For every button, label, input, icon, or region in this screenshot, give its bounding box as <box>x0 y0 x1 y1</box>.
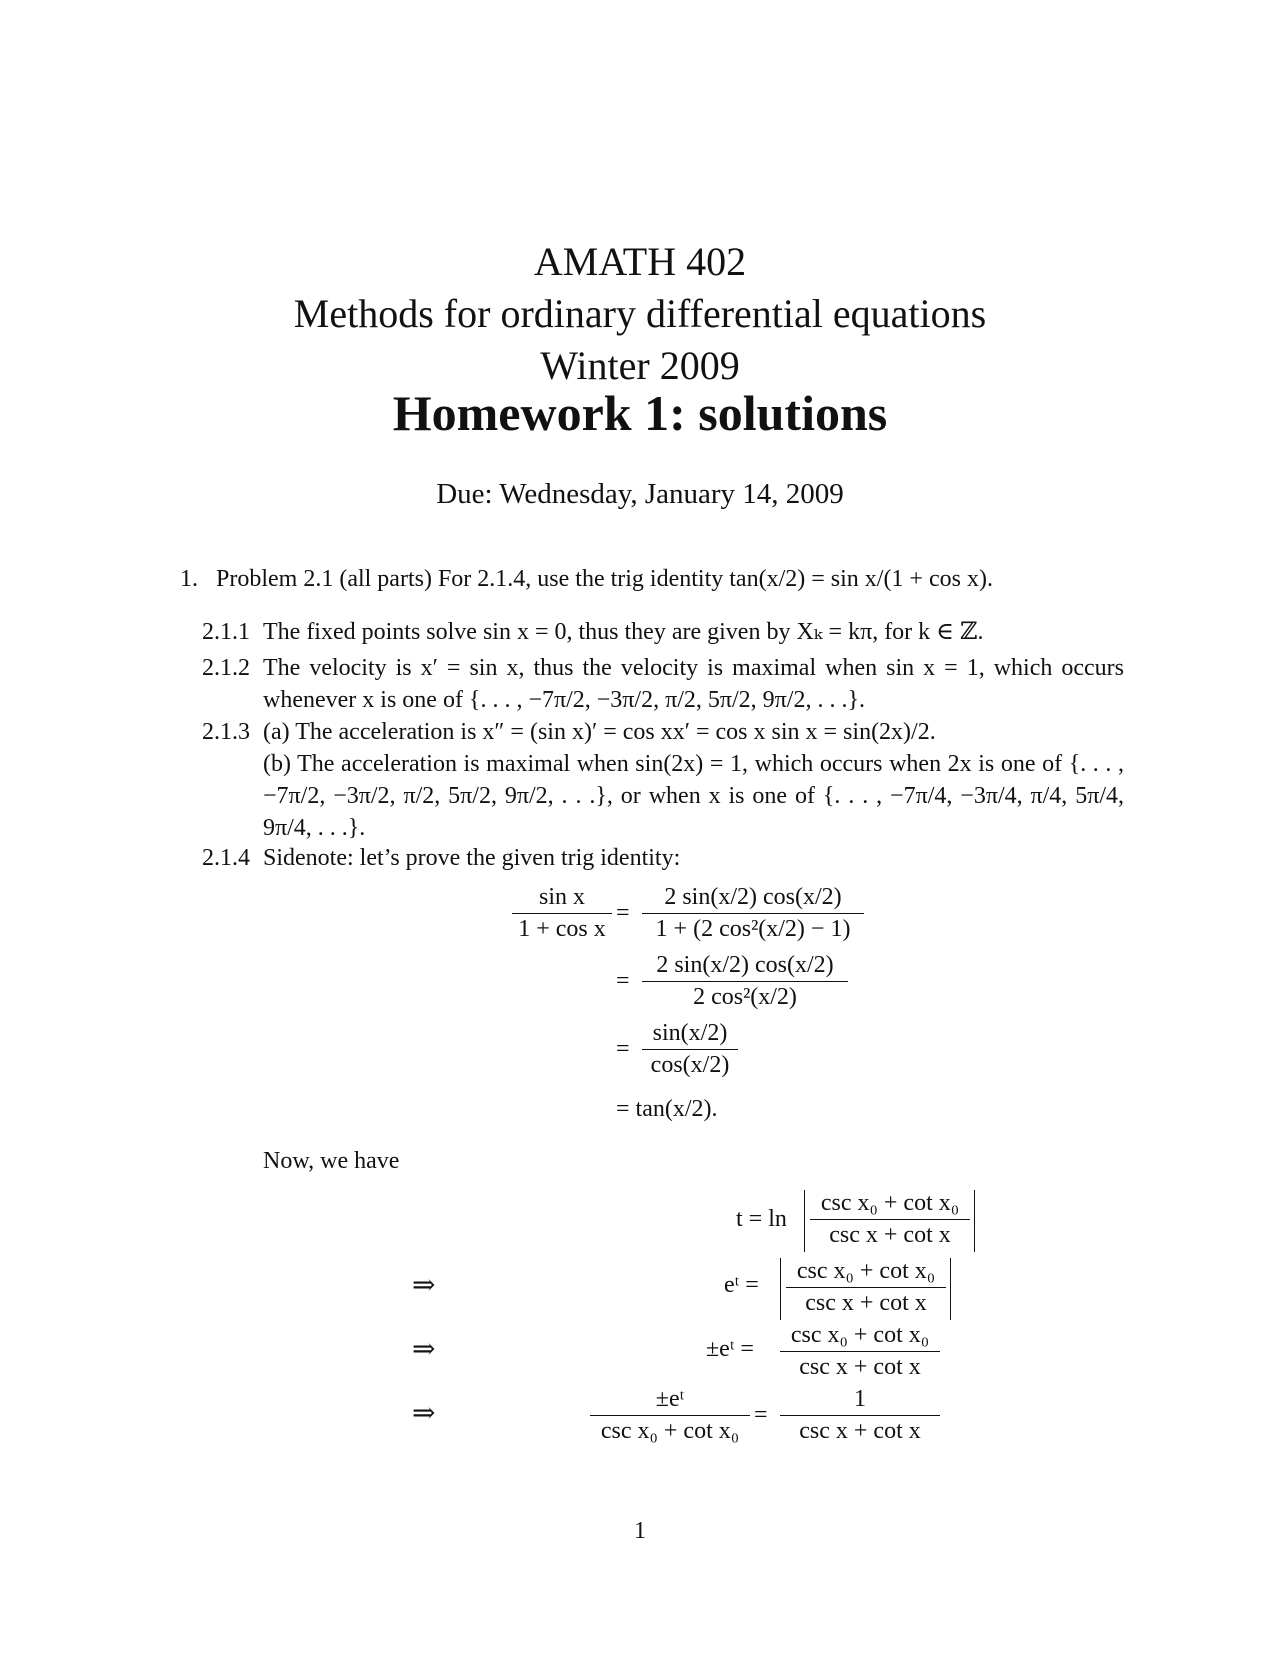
line3-fraction <box>780 1322 940 1381</box>
part-2-1-4 <box>202 842 1124 874</box>
part-number: 2.1.2 <box>202 655 250 681</box>
problem-text: Problem 2.1 (all parts) For 2.1.4, use the trig identity tan(x/2) = sin x/(1 + cos x). <box>216 566 993 592</box>
problem-number: 1. <box>180 566 198 592</box>
identity-step-1 <box>642 884 864 943</box>
fraction-denominator: csc x + cot x <box>805 1290 927 1316</box>
part-2-1-2 <box>202 652 1124 716</box>
fraction-numerator: 1 <box>854 1386 866 1412</box>
part-text: Sidenote: let’s prove the given trig identity: <box>263 845 681 871</box>
abs-bar-right <box>974 1190 975 1252</box>
fraction-denominator: cos(x/2) <box>650 1052 730 1078</box>
abs-bar-left <box>780 1258 781 1320</box>
implies-arrow: ⇒ <box>412 1334 436 1365</box>
part-text: The fixed points solve sin x = 0, thus they are given by Xₖ = kπ, for k ∈ ℤ. <box>263 619 984 645</box>
equals-sign: = <box>616 968 630 994</box>
part-text-b: (b) The acceleration is maximal when sin(2x) = 1, which occurs when 2x is one of {. . . , −7π/2, −3π/2, π/2, 5π/2, 9π/2, . . .}, or when x is one of {. . . , −7π/4, −3π/4, π/4, 5π/4, 9π/4, . . .}. <box>263 751 1124 841</box>
fraction-denominator: csc x + cot x <box>799 1418 921 1444</box>
part-2-1-3 <box>202 716 1124 844</box>
equals-sign: = <box>754 1402 768 1428</box>
part-text: The velocity is x′ = sin x, thus the velocity is maximal when sin x = 1, which occurs whenever x is one of {. . . , −7π/2, −3π/2, π/2, 5π/2, 9π/2, . . .}. <box>263 655 1124 713</box>
part-number: 2.1.4 <box>202 845 250 871</box>
line1-lhs: t = ln <box>736 1206 787 1232</box>
term: Winter 2009 <box>540 343 740 388</box>
fraction-denominator: csc x + cot x <box>799 1354 921 1380</box>
line4-lhs-fraction <box>590 1386 750 1445</box>
implies-arrow: ⇒ <box>412 1398 436 1429</box>
identity-step-3 <box>642 1020 738 1079</box>
abs-bar-left <box>804 1190 805 1252</box>
course-title: AMATH 402 <box>533 239 747 284</box>
part-number: 2.1.3 <box>202 719 250 745</box>
line1-fraction <box>810 1190 970 1249</box>
line4-rhs-fraction <box>780 1386 940 1445</box>
line2-fraction <box>786 1258 946 1317</box>
fraction-denominator: 2 cos²(x/2) <box>693 984 797 1010</box>
course-subtitle: Methods for ordinary differential equations <box>293 291 987 336</box>
problem-1 <box>180 566 993 593</box>
part-2-1-1 <box>202 616 1124 648</box>
part-text-a: (a) The acceleration is x″ = (sin x)′ = cos xx′ = cos x sin x = sin(2x)/2. <box>263 719 936 745</box>
fraction-denominator: csc x + cot x <box>829 1222 951 1248</box>
homework-title: Homework 1: solutions <box>392 385 888 441</box>
identity-result: = tan(x/2). <box>616 1096 718 1122</box>
implies-arrow: ⇒ <box>412 1270 436 1301</box>
equals-sign: = <box>616 1036 630 1062</box>
abs-bar-right <box>950 1258 951 1320</box>
line2-lhs: eᵗ = <box>724 1272 759 1298</box>
fraction-numerator: csc x₀ + cot x₀ <box>790 1322 930 1348</box>
fraction-numerator: sin x <box>538 884 585 910</box>
page-number: 1 <box>634 1518 646 1544</box>
part-number: 2.1.1 <box>202 619 250 645</box>
line3-lhs: ±eᵗ = <box>706 1336 754 1362</box>
fraction-numerator: ±eᵗ <box>655 1386 685 1412</box>
derivation-intro: Now, we have <box>263 1148 400 1174</box>
fraction-numerator: csc x₀ + cot x₀ <box>820 1190 960 1216</box>
fraction-numerator: sin(x/2) <box>652 1020 728 1046</box>
fraction-denominator: csc x₀ + cot x₀ <box>600 1418 740 1444</box>
equals-sign: = <box>616 900 630 926</box>
identity-step-2 <box>642 952 848 1011</box>
identity-lhs <box>512 884 612 943</box>
fraction-numerator: 2 sin(x/2) cos(x/2) <box>664 884 842 910</box>
fraction-numerator: 2 sin(x/2) cos(x/2) <box>656 952 834 978</box>
fraction-numerator: csc x₀ + cot x₀ <box>796 1258 936 1284</box>
fraction-denominator: 1 + cos x <box>518 916 606 942</box>
fraction-denominator: 1 + (2 cos²(x/2) − 1) <box>655 916 851 942</box>
due-date: Due: Wednesday, January 14, 2009 <box>436 478 844 510</box>
